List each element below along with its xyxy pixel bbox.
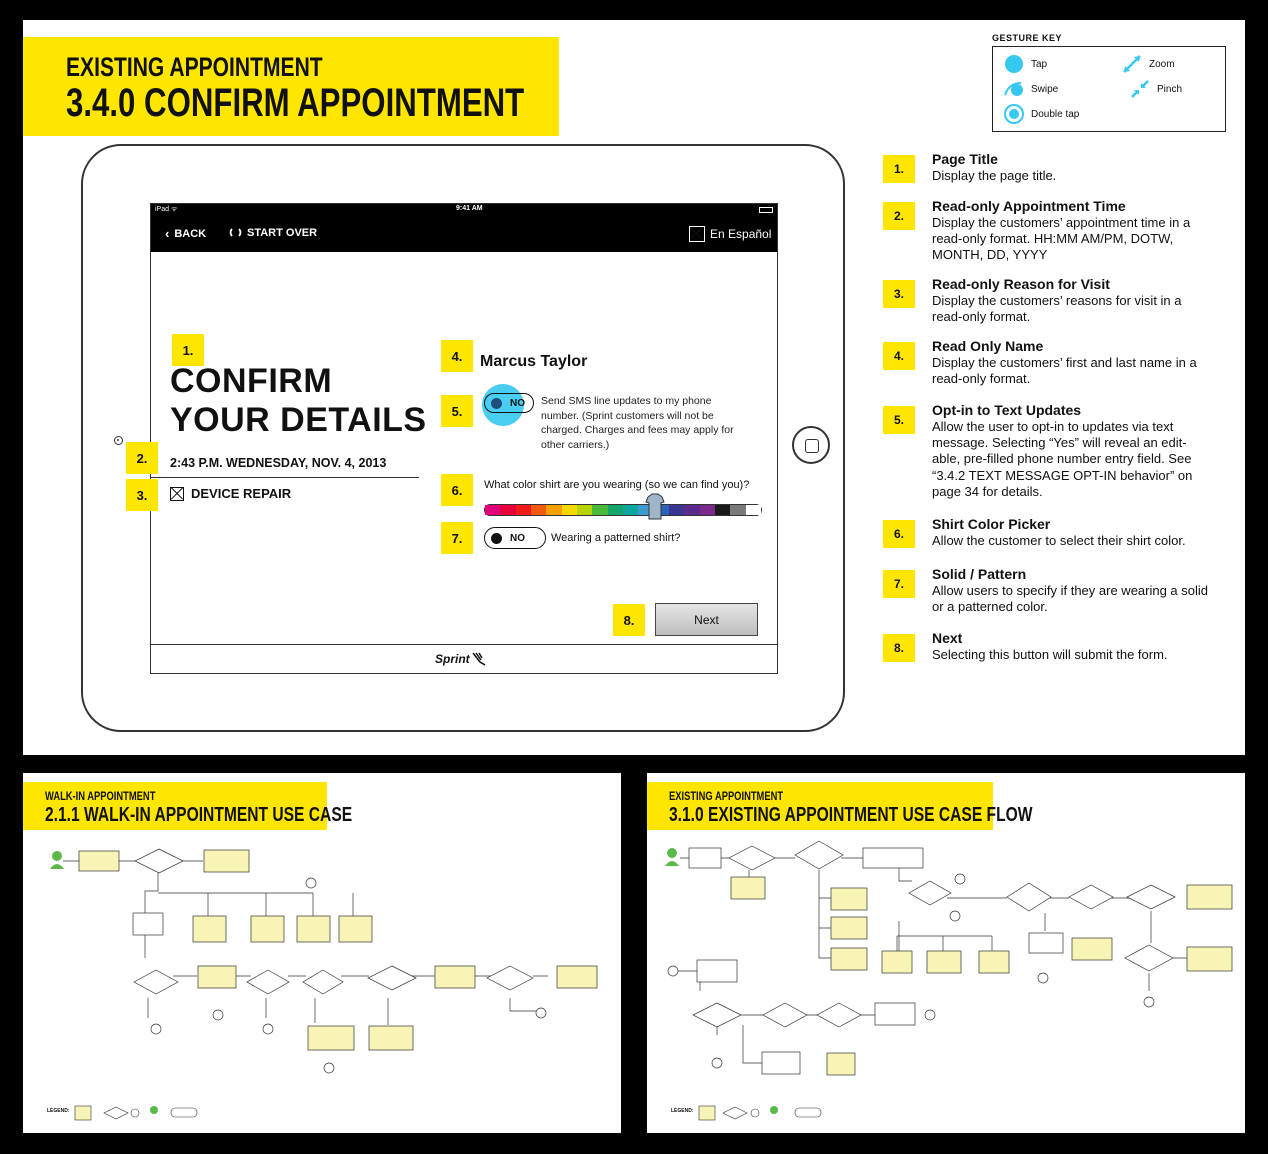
pinch-icon	[1129, 78, 1151, 100]
annotation-description: Display the customers’ first and last name in a read-only format.	[932, 355, 1197, 387]
shirt-slider-handle-icon[interactable]	[645, 492, 665, 522]
gesture-zoom-label: Zoom	[1149, 58, 1175, 70]
page-section-title: EXISTING APPOINTMENT	[66, 52, 323, 82]
shirt-color-swatch[interactable]	[715, 505, 730, 515]
espanol-label: En Español	[710, 227, 772, 241]
divider	[151, 477, 419, 478]
confirm-heading	[170, 362, 427, 440]
battery-icon	[759, 207, 773, 213]
annotation-description: Allow users to specify if they are wearing a solid or a patterned color.	[932, 583, 1209, 615]
annotation-badge: 3.	[883, 280, 915, 308]
callout-badge-1: 1.	[172, 334, 204, 366]
pattern-toggle-state: NO	[510, 532, 525, 544]
walkin-flow-diagram	[23, 773, 621, 1133]
toggle-knob	[491, 398, 502, 409]
start-over-button[interactable]	[229, 226, 317, 239]
shirt-color-question: What color shirt are you wearing (so we can find you)?	[484, 479, 750, 491]
shirt-color-swatch[interactable]	[531, 505, 546, 515]
gesture-pinch	[1129, 78, 1182, 100]
sms-toggle-state: NO	[510, 397, 525, 409]
refresh-icon	[229, 226, 242, 239]
annotation-item	[883, 276, 1182, 325]
annotation-item	[883, 516, 1186, 548]
annotation-description: Allow the customer to select their shirt color.	[932, 533, 1186, 548]
annotation-badge: 6.	[883, 520, 915, 548]
existing-title: 3.1.0 EXISTING APPOINTMENT USE CASE FLOW	[669, 804, 1033, 826]
shirt-color-swatch[interactable]	[592, 505, 607, 515]
callout-badge-2: 2.	[126, 442, 158, 474]
home-button[interactable]	[792, 426, 830, 464]
annotation-description: Selecting this button will submit the form.	[932, 647, 1168, 662]
existing-section-title: EXISTING APPOINTMENT	[669, 789, 784, 803]
next-button[interactable]: Next	[655, 603, 758, 636]
annotation-title: Shirt Color Picker	[932, 516, 1051, 532]
shirt-color-swatch[interactable]	[608, 505, 623, 515]
shirt-color-swatch[interactable]	[500, 505, 515, 515]
status-carrier: iPad ᯤ	[155, 206, 178, 213]
patterned-shirt-toggle[interactable]	[484, 527, 546, 549]
confirm-heading-line2: YOUR DETAILS	[170, 401, 427, 439]
sms-updates-text: Send SMS line updates to my phone number. (Sprint customers will not be charged. Charges and fees may apply for other carriers.)	[541, 395, 734, 451]
sprint-pin-icon	[472, 652, 486, 666]
gesture-swipe-label: Swipe	[1031, 83, 1059, 95]
confirm-heading-line1: CONFIRM	[170, 362, 333, 400]
annotation-description: Allow the user to opt-in to updates via text message. Selecting “Yes” will reveal an edit-able, pre-filled phone number entry field. See “3.4.2 TEXT MESSAGE OPT-IN behavior” on page 34 for details.	[932, 419, 1193, 499]
visit-reason	[170, 486, 291, 501]
gesture-key	[992, 46, 1226, 132]
callout-badge-8: 8.	[613, 604, 645, 636]
status-time: 9:41 AM	[456, 205, 483, 212]
wireframe-board-confirm-appointment	[23, 20, 1245, 755]
double-tap-icon	[1003, 103, 1025, 125]
page-title-banner	[23, 37, 559, 136]
annotation-item	[883, 151, 1057, 183]
callout-badge-3: 3.	[126, 479, 158, 511]
shirt-color-swatch[interactable]	[485, 505, 500, 515]
annotation-title: Next	[932, 630, 963, 646]
nav-bar	[151, 216, 777, 252]
annotation-title: Page Title	[932, 151, 998, 167]
annotation-badge: 4.	[883, 342, 915, 370]
gesture-tap-label: Tap	[1031, 58, 1048, 70]
status-bar	[151, 204, 777, 216]
back-button[interactable]	[165, 226, 206, 241]
confirm-details-form	[136, 252, 777, 644]
annotation-title: Read Only Name	[932, 338, 1044, 354]
sprint-logo-text: Sprint	[435, 652, 470, 666]
annotation-title: Read-only Appointment Time	[932, 198, 1126, 214]
annotation-title: Solid / Pattern	[932, 566, 1027, 582]
shirt-color-picker[interactable]	[484, 504, 762, 516]
gesture-pinch-label: Pinch	[1157, 83, 1183, 95]
shirt-color-swatch[interactable]	[577, 505, 592, 515]
swipe-icon	[1003, 78, 1025, 100]
page-title: 3.4.0 CONFIRM APPOINTMENT	[66, 81, 525, 125]
existing-flow-diagram	[647, 773, 1245, 1133]
gesture-zoom	[1121, 53, 1175, 75]
shirt-color-swatch[interactable]	[684, 505, 699, 515]
annotation-item	[883, 566, 1209, 615]
annotation-description: Display the page title.	[932, 168, 1057, 183]
walkin-title: 2.1.1 WALK-IN APPOINTMENT USE CASE	[45, 804, 353, 826]
gesture-double-tap	[1003, 103, 1079, 125]
tap-icon	[1003, 53, 1025, 75]
shirt-color-swatch[interactable]	[562, 505, 577, 515]
annotation-item	[883, 198, 1191, 263]
camera-icon	[114, 436, 123, 445]
annotation-description: Display the customers’ reasons for visit in a read-only format.	[932, 293, 1182, 325]
annotation-item	[883, 630, 1168, 662]
zoom-icon	[1121, 53, 1143, 75]
existing-legend-label: LEGEND:	[671, 1108, 694, 1114]
patterned-shirt-label: Wearing a patterned shirt?	[551, 532, 681, 544]
appointment-time: 2:43 P.M. WEDNESDAY, NOV. 4, 2013	[170, 456, 387, 470]
annotation-badge: 2.	[883, 202, 915, 230]
espanol-button[interactable]	[689, 226, 771, 242]
ipad-frame	[81, 144, 845, 732]
shirt-color-swatch[interactable]	[746, 505, 761, 515]
annotation-item	[883, 338, 1197, 387]
walkin-section-title: WALK-IN APPOINTMENT	[45, 789, 156, 803]
customer-name: Marcus Taylor	[480, 353, 588, 370]
shirt-color-swatch[interactable]	[623, 505, 638, 515]
annotation-badge: 1.	[883, 155, 915, 183]
existing-use-case-board	[647, 773, 1245, 1133]
annotation-description: Display the customers’ appointment time in a read-only format. HH:MM AM/PM, DOTW, MONTH, DD, YYYY	[932, 215, 1191, 263]
footer-bar	[151, 644, 777, 675]
shirt-color-swatch[interactable]	[730, 505, 745, 515]
gesture-double-tap-label: Double tap	[1031, 108, 1080, 120]
visit-reason-label: DEVICE REPAIR	[191, 486, 292, 501]
shirt-color-swatch[interactable]	[669, 505, 684, 515]
walkin-legend-label: LEGEND:	[47, 1108, 70, 1114]
gesture-tap	[1003, 53, 1047, 75]
annotation-badge: 5.	[883, 406, 915, 434]
flag-placeholder-icon	[689, 226, 705, 242]
shirt-color-swatch[interactable]	[546, 505, 561, 515]
callout-badge-4: 4.	[441, 340, 473, 372]
gesture-key-label: GESTURE KEY	[992, 33, 1063, 43]
shirt-color-swatch[interactable]	[516, 505, 531, 515]
annotation-title: Read-only Reason for Visit	[932, 276, 1110, 292]
ipad-screen	[136, 203, 778, 674]
walkin-use-case-board	[23, 773, 621, 1133]
annotation-badge: 7.	[883, 570, 915, 598]
annotation-title: Opt-in to Text Updates	[932, 402, 1082, 418]
chevron-left-icon: ‹	[165, 226, 170, 241]
callout-badge-6: 6.	[441, 474, 473, 506]
annotation-item	[883, 402, 1193, 499]
gesture-swipe	[1003, 78, 1058, 100]
shirt-color-swatch[interactable]	[700, 505, 715, 515]
start-over-label: START OVER	[247, 226, 318, 239]
callout-badge-5: 5.	[441, 395, 473, 427]
toggle-knob	[491, 533, 502, 544]
checkbox-checked-icon	[170, 487, 184, 501]
sms-updates-toggle[interactable]	[484, 393, 534, 413]
annotation-badge: 8.	[883, 634, 915, 662]
sprint-logo	[435, 652, 486, 666]
callout-badge-7: 7.	[441, 522, 473, 554]
back-label: BACK	[174, 227, 207, 240]
